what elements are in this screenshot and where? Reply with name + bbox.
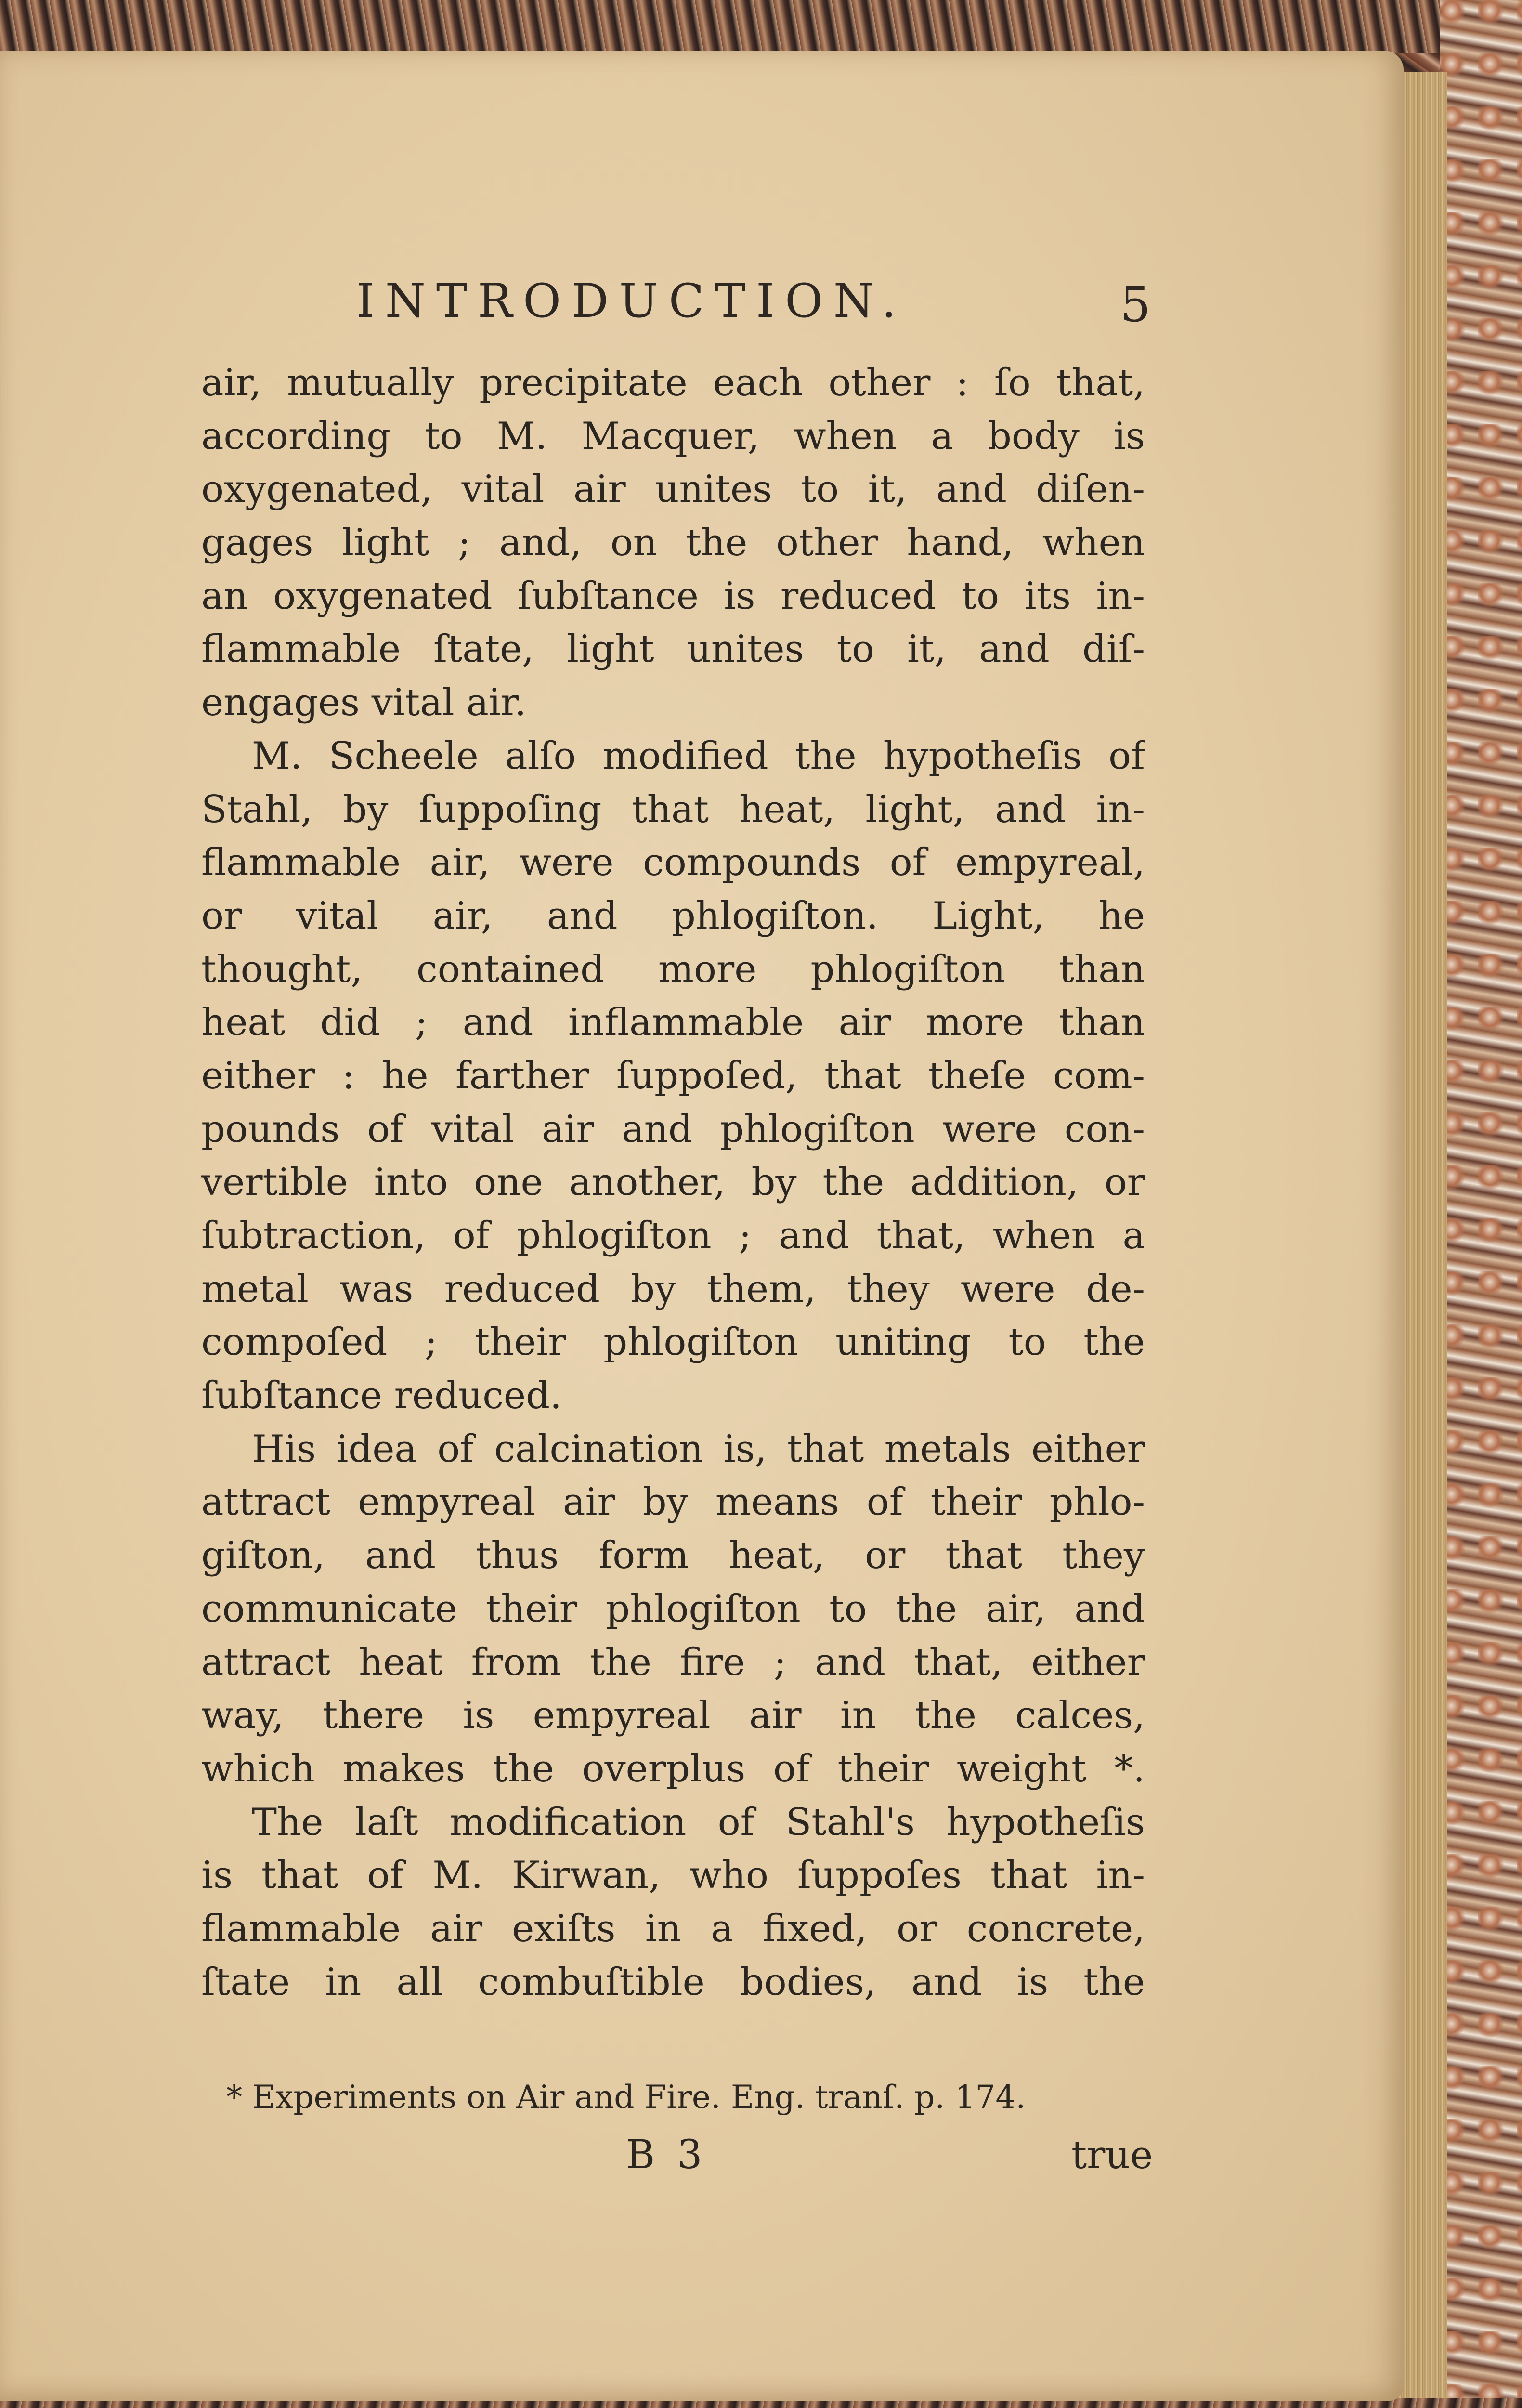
page-header [356,267,1151,335]
text-line: either : he farther ſuppoſed, that theſe com- [201,1054,1145,1098]
page-number: 5 [1120,276,1151,333]
text-line: air, mutually precipitate each other : ſo that, [201,361,1145,405]
text-line: pounds of vital air and phlogiſton were con- [201,1107,1145,1151]
body-text [201,356,1145,2009]
page-edges [1396,72,1447,2398]
text-line: flammable air exiſts in a fixed, or concrete, [201,1907,1145,1950]
text-line: which makes the overplus of their weight *. [201,1747,1145,1791]
text-line: flammable air, were compounds of empyreal, [201,841,1145,885]
text-line: Stahl, by ſuppoſing that heat, light, and in- [201,787,1145,831]
text-line: gages light ; and, on the other hand, when [201,521,1145,565]
text-line: engages vital air. [201,681,527,725]
text-line: way, there is empyreal air in the calces, [201,1694,1145,1738]
text-line: The laſt modification of Stahl's hypotheſis [252,1800,1145,1844]
text-line: ſtate in all combuſtible bodies, and is the [201,1960,1145,2004]
signature-mark: B 3 [626,2132,707,2178]
text-line: compoſed ; their phlogiſton uniting to the [201,1321,1145,1364]
text-line: giſton, and thus form heat, or that they [201,1534,1145,1578]
catchword: true [1071,2133,1153,2177]
text-line: vertible into one another, by the addition, or [201,1161,1145,1204]
running-head: INTRODUCTION. [356,274,907,328]
text-line: according to M. Macquer, when a body is [201,414,1145,458]
text-line: oxygenated, vital air unites to it, and diſen- [201,468,1145,511]
text-line: or vital air, and phlogiſton. Light, he [201,894,1145,938]
text-line: heat did ; and inflammable air more than [201,1001,1145,1045]
text-line: is that of M. Kirwan, who ſuppoſes that in- [201,1854,1145,1898]
text-line: ſubtraction, of phlogiſton ; and that, when a [201,1214,1145,1257]
text-line: His idea of calcination is, that metals either [252,1427,1145,1471]
footnote: * Experiments on Air and Fire. Eng. tranſ. p. 174. [226,2079,1026,2116]
text-line: metal was reduced by them, they were de- [201,1267,1145,1311]
text-line: communicate their phlogiſton to the air, and [201,1587,1145,1631]
cover-top-edge [0,0,1522,53]
text-line: thought, contained more phlogiſton than [201,947,1145,991]
text-line: flammable ſtate, light unites to it, and diſ- [201,628,1145,671]
text-line: an oxygenated ſubſtance is reduced to its in- [201,574,1145,618]
text-line: attract heat from the fire ; and that, either [201,1640,1145,1684]
text-line: M. Scheele alſo modified the hypotheſis of [252,734,1145,778]
text-line: attract empyreal air by means of their phlo- [201,1480,1145,1524]
cover-right-edge [1440,0,1522,2408]
text-line: ſubſtance reduced. [201,1374,562,1418]
